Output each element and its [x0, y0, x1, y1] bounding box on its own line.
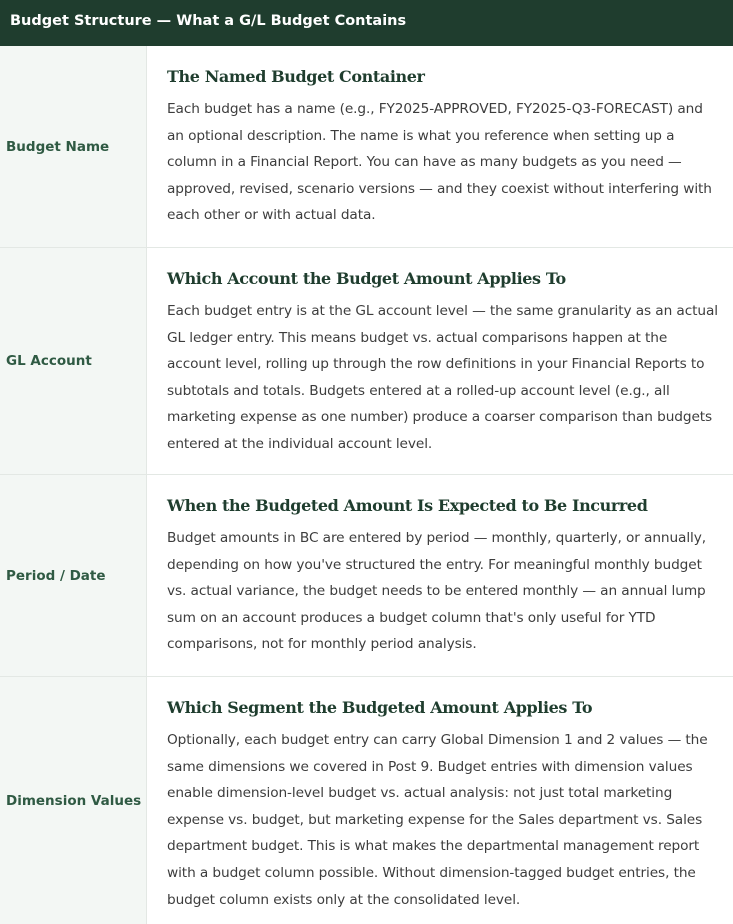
row-content-cell	[147, 475, 733, 676]
row-body: Optionally, each budget entry can carry Global Dimension 1 and 2 values — the same dimensions we covered in Post 9. Budget entries with dimension values enable dimension-level budget vs. actual analysis: not just total marketing expense vs. budget, but marketing expense for the Sales department vs. Sales department budget. This is what makes the departmental management report with a budget column possible. Without dimension-tagged budget entries, the budget column exists only at the consolidated level.	[167, 732, 708, 908]
table-header	[0, 0, 733, 46]
row-label: Period / Date	[6, 567, 106, 584]
row-content-cell	[147, 248, 733, 474]
table-row	[0, 475, 733, 677]
table-row	[0, 46, 733, 248]
row-body: Each budget has a name (e.g., FY2025-APPROVED, FY2025-Q3-FORECAST) and an optional description. The name is what you reference when setting up a column in a Financial Report. You can have as many budgets as you need — approved, revised, scenario versions — and they coexist without interfering with each other or with actual data.	[167, 101, 712, 224]
row-content-cell	[147, 46, 733, 247]
row-heading: Which Account the Budget Amount Applies To	[167, 269, 566, 288]
row-label: Budget Name	[6, 138, 110, 155]
row-body: Each budget entry is at the GL account level — the same granularity as an actual GL ledger entry. This means budget vs. actual comparisons happen at the account level, rolling up through the row definitions in your Financial Reports to subtotals and totals. Budgets entered at a rolled-up account level (e.g., all marketing expense as one number) produce a coarser comparison than budgets entered at the individual account level.	[167, 303, 718, 452]
row-label-cell	[0, 46, 147, 247]
row-label-cell	[0, 677, 147, 924]
table-row	[0, 248, 733, 475]
row-body: Budget amounts in BC are entered by period — monthly, quarterly, or annually, depending on how you've structured the entry. For meaningful monthly budget vs. actual variance, the budget needs to be entered monthly — an annual lump sum on an account produces a budget column that's only useful for YTD comparisons, not for monthly period analysis.	[167, 530, 706, 653]
table-row	[0, 677, 733, 924]
row-heading: The Named Budget Container	[167, 67, 425, 86]
row-label-cell	[0, 248, 147, 474]
row-label-cell	[0, 475, 147, 676]
table-title: Budget Structure — What a G/L Budget Contains	[10, 13, 407, 29]
row-heading: When the Budgeted Amount Is Expected to Be Incurred	[167, 496, 648, 515]
row-content-cell	[147, 677, 733, 924]
row-label: GL Account	[6, 353, 92, 369]
row-heading: Which Segment the Budgeted Amount Applies To	[167, 698, 593, 717]
row-label: Dimension Values	[6, 792, 142, 809]
